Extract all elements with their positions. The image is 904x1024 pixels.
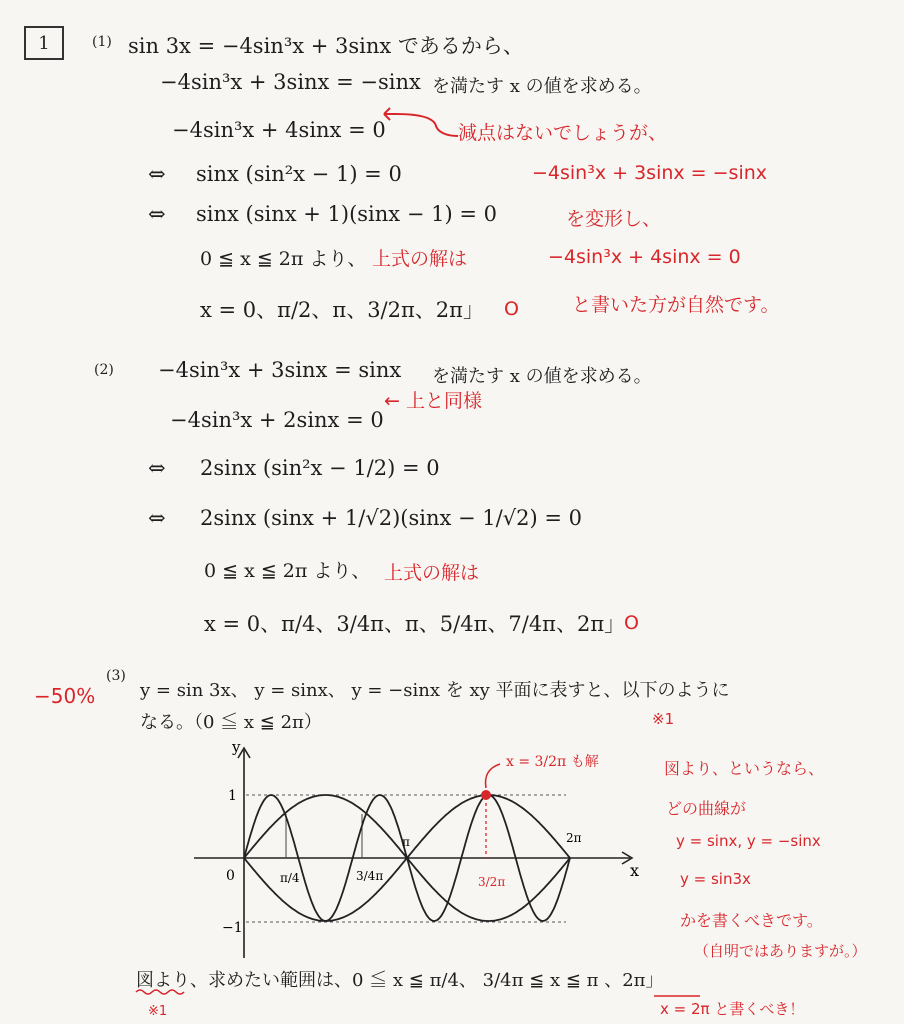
part3-comment-5: かを書くべきです。: [680, 911, 823, 930]
tick-label-2pi: 2π: [566, 831, 582, 845]
part3-conclusion: 図より、求めたい範囲は、0 ≦ x ≦ π/4、 3/4π ≦ x ≦ π 、2π」: [136, 970, 664, 991]
part1-mark: O: [504, 298, 519, 320]
graph-annotation: x = 3/2π も解: [506, 754, 599, 770]
y-minus-one-label: −1: [222, 920, 243, 936]
problem-number: 1: [24, 26, 64, 60]
origin-label: 0: [226, 868, 235, 884]
part1-line2-eq: −4sin³x + 3sinx = −sinx: [160, 70, 421, 94]
part3-comment-1: 図より、というなら、: [664, 759, 825, 778]
part2-line1-eq: −4sin³x + 3sinx = sinx: [158, 358, 402, 382]
part2-line4-sym: ⇔: [148, 506, 166, 530]
part3-conclusion-note: x = 2π と書くべき！: [660, 1000, 805, 1018]
part2-line1-text: を満たす x の値を求める。: [432, 366, 652, 387]
part3-line1: y = sin 3x、 y = sinx、 y = −sinx を xy 平面に表すと、以下のように: [140, 680, 730, 701]
y-one-label: 1: [228, 788, 237, 804]
part2-line3-sym: ⇔: [148, 456, 166, 480]
part2-line2: −4sin³x + 2sinx = 0: [170, 408, 384, 432]
part1-line7: x = 0、π/2、π、3/2π、2π」: [200, 298, 484, 322]
part2-line4: 2sinx (sinx + 1/√2)(sinx − 1/√2) = 0: [200, 506, 582, 530]
part1-line1: sin 3x = −4sin³x + 3sinx であるから、: [128, 34, 524, 58]
part1-comment-arrow: [384, 108, 458, 136]
tick-label-pi4: π/4: [280, 871, 300, 885]
part1-line3: −4sin³x + 4sinx = 0: [172, 118, 386, 142]
tick-label-pi: π: [402, 835, 410, 849]
part3-footnote-mark: ※1: [148, 1004, 168, 1019]
part2-line3: 2sinx (sin²x − 1/2) = 0: [200, 456, 440, 480]
part2-mark: O: [624, 612, 639, 634]
part1-line4: sinx (sin²x − 1) = 0: [196, 162, 402, 186]
part1-comment-3: を変形し、: [566, 208, 662, 230]
part1-comment-1: 減点はないでしょうが、: [458, 122, 668, 144]
y-axis-label: y: [232, 738, 241, 756]
part2-line5-note: 上式の解は: [384, 562, 480, 584]
part2-line6: x = 0、π/4、3/4π、π、5/4π、7/4π、2π」: [204, 612, 626, 636]
part1-comment-2: −4sin³x + 3sinx = −sinx: [532, 162, 768, 184]
part1-label: (1): [92, 34, 112, 50]
part3-comment-6: （自明ではありますが。）: [694, 942, 867, 960]
tick-label-3pi4: 3/4π: [356, 869, 384, 883]
part3-label: (3): [106, 668, 126, 684]
annotation-arrow: [486, 764, 500, 788]
part2-line5: 0 ≦ x ≦ 2π より、: [204, 560, 371, 582]
part1-comment-5: と書いた方が自然です。: [572, 294, 780, 316]
part3-comment-mark: ※1: [652, 710, 675, 728]
part1-line2-text: を満たす x の値を求める。: [432, 76, 652, 97]
part1-line5-sym: ⇔: [148, 202, 166, 226]
tick-label-3pi2: 3/2π: [478, 875, 506, 889]
part1-line4-sym: ⇔: [148, 162, 166, 186]
part1-line5: sinx (sinx + 1)(sinx − 1) = 0: [196, 202, 497, 226]
part2-note: ← 上と同様: [384, 390, 482, 412]
part3-score: −50%: [34, 684, 96, 708]
part1-line6: 0 ≦ x ≦ 2π より、: [200, 248, 367, 270]
part3-comment-3: y = sinx, y = −sinx: [676, 832, 821, 850]
part2-label: (2): [94, 362, 114, 378]
part1-comment-4: −4sin³x + 4sinx = 0: [548, 246, 741, 268]
part3-comment-4: y = sin3x: [680, 870, 751, 888]
x-axis-label: x: [630, 861, 640, 880]
part1-line6-note: 上式の解は: [372, 248, 468, 270]
solution-point-3pi2: [481, 790, 491, 800]
part3-line2: なる。（0 ≦ x ≦ 2π）: [140, 712, 322, 733]
part3-comment-2: どの曲線が: [666, 799, 747, 818]
